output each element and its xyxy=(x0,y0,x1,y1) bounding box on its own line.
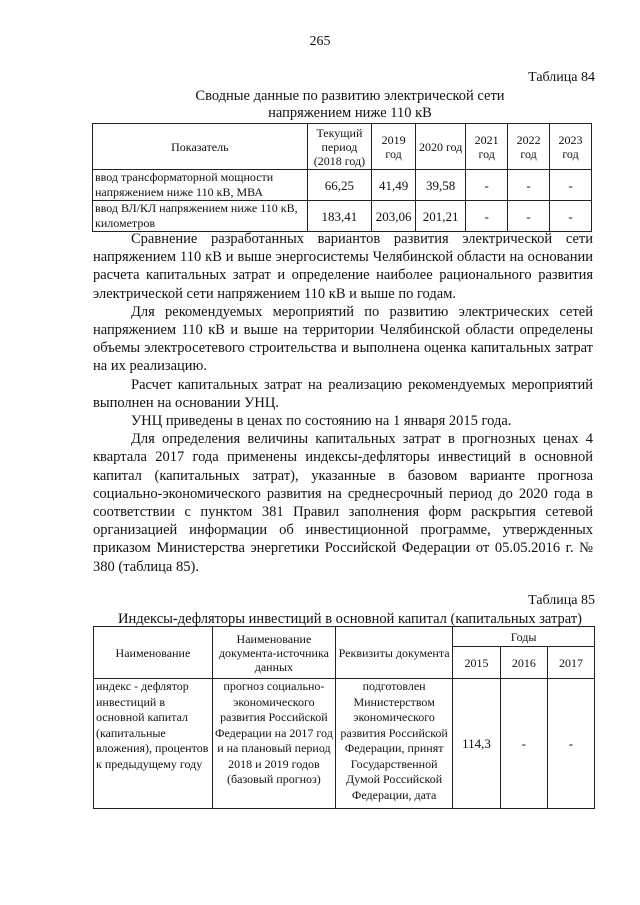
header-name: Наименование xyxy=(94,627,213,679)
header-year-2017: 2017 xyxy=(547,647,594,679)
cell-value: - xyxy=(547,679,594,809)
table-84 xyxy=(92,123,592,232)
body-text xyxy=(93,230,593,576)
row-label: ввод ВЛ/КЛ напряжением ниже 110 кВ, километров xyxy=(93,201,308,232)
table-row xyxy=(93,170,592,201)
cell-value: 203,06 xyxy=(372,201,416,232)
cell-value: 66,25 xyxy=(307,170,371,201)
cell-value: - xyxy=(550,170,592,201)
table-row xyxy=(94,679,595,809)
header-year-2016: 2016 xyxy=(500,647,547,679)
cell-value: - xyxy=(466,201,508,232)
cell-value: - xyxy=(466,170,508,201)
row-name: индекс - дефлятор инвестиций в основной капитал (капитальные вложения), процентов к предыдущему году xyxy=(94,679,213,809)
paragraph: Для рекомендуемых мероприятий по развитию электрических сетей напряжением 110 кВ и выше на территории Челябинской области определены объемы электросетевого строительства и выполнена оценка капитальных затрат на их реализацию. xyxy=(93,303,593,375)
table-84-title-line2: напряжением ниже 110 кВ xyxy=(268,105,432,121)
header-2023: 2023 год xyxy=(550,124,592,170)
header-2019: 2019 год xyxy=(372,124,416,170)
cell-value: - xyxy=(508,170,550,201)
cell-value: 41,49 xyxy=(372,170,416,201)
table-header-row xyxy=(93,124,592,170)
table-84-caption: Таблица 84 xyxy=(528,70,595,85)
table-84-title-line1: Сводные данные по развитию электрической сети xyxy=(195,88,505,104)
table-84-title xyxy=(60,88,640,122)
paragraph: Сравнение разработанных вариантов развития электрической сети напряжением 110 кВ и выше энергосистемы Челябинской области на основании расчета капитальных затрат и определение наиболее рационального развития электрической сети напряжением 110 кВ и выше по годам. xyxy=(93,231,593,302)
header-indicator: Показатель xyxy=(93,124,308,170)
cell-value: - xyxy=(550,201,592,232)
row-requisites: подготовлен Министерством экономического развития Российской Федерации, принят Государственной Думой Российской Федерации, дата xyxy=(335,679,452,809)
table-85-caption: Таблица 85 xyxy=(528,593,595,608)
header-year-2015: 2015 xyxy=(453,647,501,679)
paragraph: УНЦ приведены в ценах по состоянию на 1 января 2015 года. xyxy=(131,413,512,430)
row-doc-name: прогноз социально-экономического развития Российской Федерации на 2017 год и на плановый период 2018 и 2019 годов (базовый прогноз) xyxy=(212,679,335,809)
paragraph: Расчет капитальных затрат на реализацию рекомендуемых мероприятий выполнен на основании УНЦ. xyxy=(93,376,593,411)
cell-value: 114,3 xyxy=(453,679,501,809)
header-2020: 2020 год xyxy=(416,124,466,170)
cell-value: - xyxy=(508,201,550,232)
page-number: 265 xyxy=(309,34,331,49)
header-2022: 2022 год xyxy=(508,124,550,170)
table-85 xyxy=(93,626,595,809)
row-label: ввод трансформаторной мощности напряжением ниже 110 кВ, МВА xyxy=(93,170,308,201)
table-row xyxy=(93,201,592,232)
header-requisites: Реквизиты документа xyxy=(335,627,452,679)
header-doc-name: Наименование документа-источника данных xyxy=(212,627,335,679)
paragraph: Для определения величины капитальных затрат в прогнозных ценах 4 квартала 2017 года применены индексы-дефляторы инвестиций в основной капитал (капитальных затрат), указанные в базовом варианте прогноза социально-экономического развития на среднесрочный период до 2020 года в соответствии с пунктом 381 Правил заполнения форм раскрытия сетевой организацией информации об инвестиционной программе, утвержденных приказом Министерства энергетики Российской Федерации от 05.05.2016 г. № 380 (таблица 85). xyxy=(93,431,593,575)
cell-value: - xyxy=(500,679,547,809)
cell-value: 201,21 xyxy=(416,201,466,232)
header-current-period: Текущий период (2018 год) xyxy=(307,124,371,170)
header-years-group: Годы xyxy=(453,627,595,647)
table-header-row xyxy=(94,627,595,647)
header-2021: 2021 год xyxy=(466,124,508,170)
cell-value: 39,58 xyxy=(416,170,466,201)
table-85-title: Индексы-дефляторы инвестиций в основной капитал (капитальных затрат) xyxy=(118,611,582,627)
cell-value: 183,41 xyxy=(307,201,371,232)
